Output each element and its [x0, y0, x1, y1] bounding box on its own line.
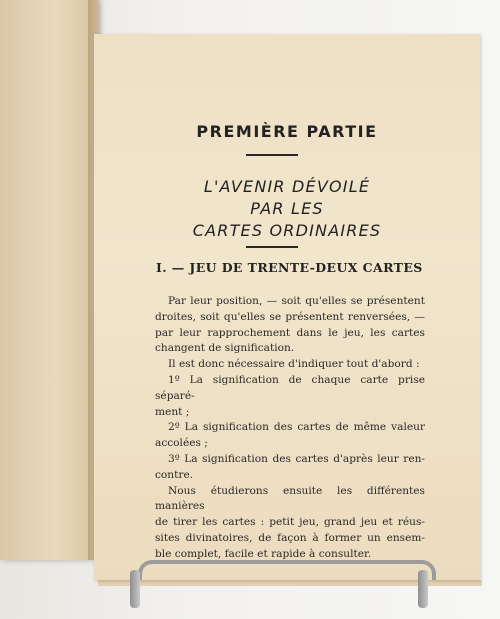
body-line: accolées ;	[155, 437, 208, 450]
body-line: contre.	[155, 468, 194, 481]
left-book-page	[0, 0, 98, 560]
body-line: ble complet, facile et rapide à consulter.	[155, 547, 372, 560]
book-stand-bar	[138, 560, 436, 580]
chapter-title: I. — JEU DE TRENTE-DEUX CARTES	[156, 260, 423, 275]
body-line: 1º La signification de chaque carte prise séparé-	[155, 373, 425, 402]
section-title-line-1: L'AVENIR DÉVOILÉ	[203, 177, 371, 196]
body-text	[155, 294, 425, 563]
title-divider-top	[246, 154, 298, 156]
title-divider-bottom	[246, 246, 298, 248]
body-line: par leur rapprochement dans le jeu, les cartes	[155, 326, 425, 339]
body-line: de tirer les cartes : petit jeu, grand jeu et réus-	[155, 516, 425, 529]
book-stand-right-foot	[418, 570, 428, 608]
right-book-page	[94, 34, 480, 580]
body-line: Il est donc nécessaire d'indiquer tout d'abord :	[168, 358, 420, 371]
book-stand-left-foot	[130, 570, 140, 608]
part-title: PREMIÈRE PARTIE	[196, 122, 378, 141]
body-line: sites divinatoires, de façon à former un ensem-	[155, 531, 425, 544]
section-title-line-3: CARTES ORDINAIRES	[192, 221, 382, 240]
section-title-line-2: PAR LES	[250, 199, 324, 218]
body-line: 3º La signification des cartes d'après leur ren-	[168, 452, 425, 465]
body-line: changent de signification.	[155, 342, 295, 355]
body-line: 2º La signification des cartes de même valeur	[168, 421, 425, 434]
body-line: ment ;	[155, 405, 190, 418]
body-line: droites, soit qu'elles se présentent renversées, —	[155, 310, 425, 323]
body-line: Par leur position, — soit qu'elles se présentent	[168, 295, 425, 307]
body-line: Nous étudierons ensuite les différentes manières	[155, 484, 425, 513]
